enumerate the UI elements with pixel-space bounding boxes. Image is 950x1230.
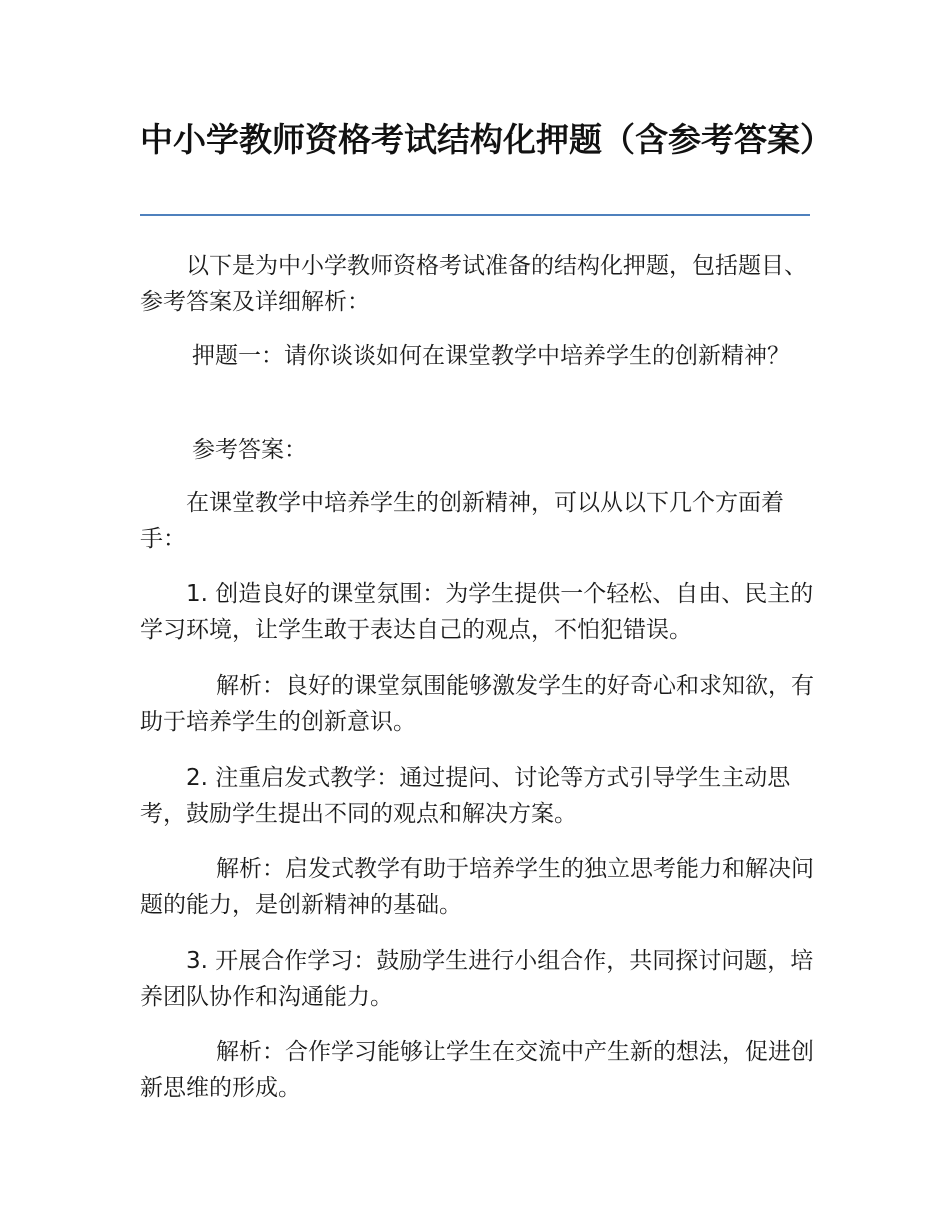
point-3-analysis: 解析：合作学习能够让学生在交流中产生新的想法，促进创新思维的形成。 [140, 1039, 814, 1101]
title-divider [140, 214, 810, 216]
document-title: 中小学教师资格考试结构化押题（含参考答案） [140, 120, 833, 159]
point-2: 2. 注重启发式教学：通过提问、讨论等方式引导学生主动思考，鼓励学生提出不同的观点和解决方案。 [140, 765, 791, 827]
intro-paragraph: 以下是为中小学教师资格考试准备的结构化押题，包括题目、参考答案及详细解析： [140, 253, 807, 315]
point-1-analysis: 解析：良好的课堂氛围能够激发学生的好奇心和求知欲，有助于培养学生的创新意识。 [140, 673, 814, 735]
answer-intro: 在课堂教学中培养学生的创新精神，可以从以下几个方面着手： [140, 490, 784, 552]
answer-label: 参考答案： [192, 437, 307, 463]
point-1: 1. 创造良好的课堂氛围：为学生提供一个轻松、自由、民主的学习环境，让学生敢于表达自己的观点，不怕犯错误。 [140, 581, 814, 643]
point-2-analysis: 解析：启发式教学有助于培养学生的独立思考能力和解决问题的能力，是创新精神的基础。 [140, 856, 814, 918]
question-1: 押题一：请你谈谈如何在课堂教学中培养学生的创新精神？ [192, 343, 790, 369]
point-3: 3. 开展合作学习：鼓励学生进行小组合作，共同探讨问题，培养团队协作和沟通能力。 [140, 948, 814, 1010]
